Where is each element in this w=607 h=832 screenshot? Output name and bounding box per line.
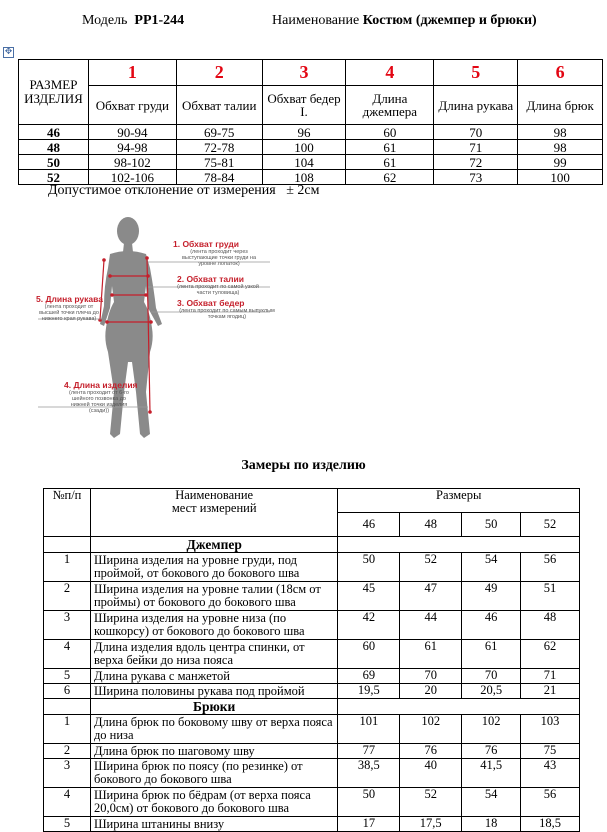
measurement-value: 62 [521, 640, 580, 669]
value-cell: 72 [434, 155, 518, 170]
table-row [44, 611, 580, 640]
measurement-value: 102 [400, 715, 462, 744]
measurement-name: Ширина изделия на уровне талии (18см от проймы) от бокового до бокового шва [90, 582, 337, 611]
table-row [44, 759, 580, 788]
measurement-value: 71 [521, 669, 580, 684]
annotation-title: 1. Обхват груди [173, 239, 239, 249]
value-cell: 96 [262, 125, 346, 140]
annotation-chest [173, 239, 265, 267]
measurement-value: 46 [462, 611, 521, 640]
value-cell: 100 [518, 170, 603, 185]
annotation-subtitle: (лента проходит по самой узкой части туловища) [177, 284, 259, 296]
size-header-cell: 48 [400, 513, 462, 537]
value-cell: 98-102 [88, 155, 176, 170]
size-cell: 50 [19, 155, 89, 170]
measurement-value: 20 [400, 684, 462, 699]
table-row [44, 817, 580, 832]
size-header: РАЗМЕР ИЗДЕЛИЯ [19, 60, 89, 125]
measurement-value: 17,5 [400, 817, 462, 832]
measurement-value: 56 [521, 788, 580, 817]
value-cell: 98 [518, 125, 603, 140]
measurement-value: 54 [462, 553, 521, 582]
col-header: Обхват бедер I. [262, 86, 346, 125]
value-cell: 102-106 [88, 170, 176, 185]
measurement-value: 103 [521, 715, 580, 744]
annotation-length [64, 380, 138, 414]
measure-table [43, 488, 580, 832]
col-header: Обхват талии [176, 86, 262, 125]
value-cell: 94-98 [88, 140, 176, 155]
measurement-name: Ширина изделия на уровне груди, под проймой, от бокового до бокового шва [90, 553, 337, 582]
value-cell: 61 [346, 155, 434, 170]
row-number: 4 [44, 640, 91, 669]
size-header-cell: 52 [521, 513, 580, 537]
measurement-name: Длина брюк по шаговому шву [90, 744, 337, 759]
value-cell: 61 [346, 140, 434, 155]
table-row [19, 140, 603, 155]
size-header-cell: 50 [462, 513, 521, 537]
row-number: 5 [44, 817, 91, 832]
measurement-value: 21 [521, 684, 580, 699]
value-cell: 69-75 [176, 125, 262, 140]
table-row [44, 744, 580, 759]
annotation-title: 3. Обхват бедер [177, 298, 245, 308]
col-sizes-header: Размеры [338, 489, 580, 513]
measurement-value: 70 [400, 669, 462, 684]
table-row [44, 715, 580, 744]
annotation-subtitle: (лента проходит от высшей точки плеча до нижнего края рукава) [39, 304, 99, 322]
row-number: 4 [44, 788, 91, 817]
annotation-title: 5. Длина рукава [36, 294, 103, 304]
tolerance-note: Допустимое отклонение от измерения ± 2см [48, 183, 320, 198]
annotation-sleeve [36, 294, 103, 322]
annotation-waist [177, 274, 259, 296]
annotation-title: 4. Длина изделия [64, 380, 138, 390]
measurement-name: Длина брюк по боковому шву от верха пояса до низа [90, 715, 337, 744]
value-cell: 75-81 [176, 155, 262, 170]
measurement-value: 70 [462, 669, 521, 684]
measurement-value: 50 [338, 788, 400, 817]
measurement-value: 38,5 [338, 759, 400, 788]
value-cell: 60 [346, 125, 434, 140]
measurement-value: 44 [400, 611, 462, 640]
col-number: 3 [262, 60, 346, 86]
measurement-value: 54 [462, 788, 521, 817]
model-value: PP1-244 [134, 13, 185, 28]
col-number: 5 [434, 60, 518, 86]
measurement-value: 20,5 [462, 684, 521, 699]
measurement-value: 102 [462, 715, 521, 744]
row-number: 2 [44, 582, 91, 611]
row-number: 5 [44, 669, 91, 684]
name-value: Костюм (джемпер и брюки) [362, 13, 537, 28]
measurement-value: 61 [400, 640, 462, 669]
name-line [272, 13, 537, 29]
measurement-value: 76 [400, 744, 462, 759]
measurement-value: 61 [462, 640, 521, 669]
measurement-value: 40 [400, 759, 462, 788]
measurement-name: Ширина брюк по поясу (по резинке) от бокового до бокового шва [90, 759, 337, 788]
measurement-value: 52 [400, 553, 462, 582]
table-row [19, 155, 603, 170]
row-number: 6 [44, 684, 91, 699]
annotation-subtitle: (лента проходит через выступающие точки груди на уровне лопаток) [181, 249, 257, 267]
row-number: 3 [44, 759, 91, 788]
table-row [44, 640, 580, 669]
measurement-value: 75 [521, 744, 580, 759]
table-row [44, 788, 580, 817]
row-number: 3 [44, 611, 91, 640]
measurement-name: Длина изделия вдоль центра спинки, от верха бейки до низа пояса [90, 640, 337, 669]
value-cell: 72-78 [176, 140, 262, 155]
value-cell: 108 [262, 170, 346, 185]
value-cell: 70 [434, 125, 518, 140]
measurement-value: 42 [338, 611, 400, 640]
size-table [18, 59, 603, 185]
measurement-value: 19,5 [338, 684, 400, 699]
measurement-value: 18,5 [521, 817, 580, 832]
measurement-value: 41,5 [462, 759, 521, 788]
col-number: 1 [88, 60, 176, 86]
measurement-value: 43 [521, 759, 580, 788]
col-name-line1: Наименование [175, 488, 254, 502]
annotation-hips [177, 298, 277, 320]
value-cell: 90-94 [88, 125, 176, 140]
measurement-value: 50 [338, 553, 400, 582]
table-row [44, 684, 580, 699]
value-cell: 100 [262, 140, 346, 155]
section-title: Джемпер [90, 537, 337, 553]
measurement-value: 101 [338, 715, 400, 744]
col-number: 6 [518, 60, 603, 86]
row-number: 1 [44, 553, 91, 582]
section-title: Брюки [90, 699, 337, 715]
measurement-value: 48 [521, 611, 580, 640]
col-name-header [90, 489, 337, 537]
col-name-line2: мест измерений [171, 501, 257, 515]
model-line [82, 13, 184, 29]
value-cell: 62 [346, 170, 434, 185]
annotation-subtitle: (лента проходит по самым выпуклым точкам ягодиц) [179, 308, 275, 320]
size-header-cell: 46 [338, 513, 400, 537]
measurement-name: Ширина брюк по бёдрам (от верха пояса 20,0см) от бокового до бокового шва [90, 788, 337, 817]
annotation-subtitle: (лента проходит от 6-го шейного позвонка до нижней точки изделия (сзади)) [69, 390, 129, 414]
col-header: Длина рукава [434, 86, 518, 125]
measurement-value: 18 [462, 817, 521, 832]
value-cell: 104 [262, 155, 346, 170]
name-label: Наименование [272, 13, 360, 28]
value-cell: 73 [434, 170, 518, 185]
measurement-value: 56 [521, 553, 580, 582]
col-header: Длина брюк [518, 86, 603, 125]
section-header-row [44, 537, 580, 553]
size-cell: 48 [19, 140, 89, 155]
measurement-value: 77 [338, 744, 400, 759]
measurement-value: 17 [338, 817, 400, 832]
measure-title: Замеры по изделию [241, 458, 366, 473]
pants-section [44, 699, 580, 832]
table-row [44, 669, 580, 684]
measurement-value: 45 [338, 582, 400, 611]
measurement-value: 49 [462, 582, 521, 611]
size-cell: 46 [19, 125, 89, 140]
col-number: 4 [346, 60, 434, 86]
value-cell: 71 [434, 140, 518, 155]
col-header: Обхват груди [88, 86, 176, 125]
annotation-title: 2. Обхват талии [177, 274, 244, 284]
measurement-value: 60 [338, 640, 400, 669]
model-label: Модель [82, 13, 128, 28]
jumper-section [44, 537, 580, 699]
value-cell: 78-84 [176, 170, 262, 185]
section-header-row [44, 699, 580, 715]
measurement-value: 76 [462, 744, 521, 759]
table-move-handle-icon[interactable]: ✥ [4, 47, 13, 57]
table-row [44, 553, 580, 582]
row-number: 2 [44, 744, 91, 759]
col-header: Длина джемпера [346, 86, 434, 125]
measurement-value: 69 [338, 669, 400, 684]
measurement-name: Ширина изделия на уровне низа (по кошкорсу) от бокового до бокового шва [90, 611, 337, 640]
measurement-name: Ширина штанины внизу [90, 817, 337, 832]
measurement-value: 51 [521, 582, 580, 611]
value-cell: 99 [518, 155, 603, 170]
measurement-value: 52 [400, 788, 462, 817]
row-number: 1 [44, 715, 91, 744]
col-number: 2 [176, 60, 262, 86]
table-row [44, 582, 580, 611]
size-cell: 52 [19, 170, 89, 185]
measurement-value: 47 [400, 582, 462, 611]
measurement-name: Ширина половины рукава под проймой [90, 684, 337, 699]
value-cell: 98 [518, 140, 603, 155]
measurement-name: Длина рукава с манжетой [90, 669, 337, 684]
col-number-header: №п/п [44, 489, 91, 537]
table-row [19, 125, 603, 140]
